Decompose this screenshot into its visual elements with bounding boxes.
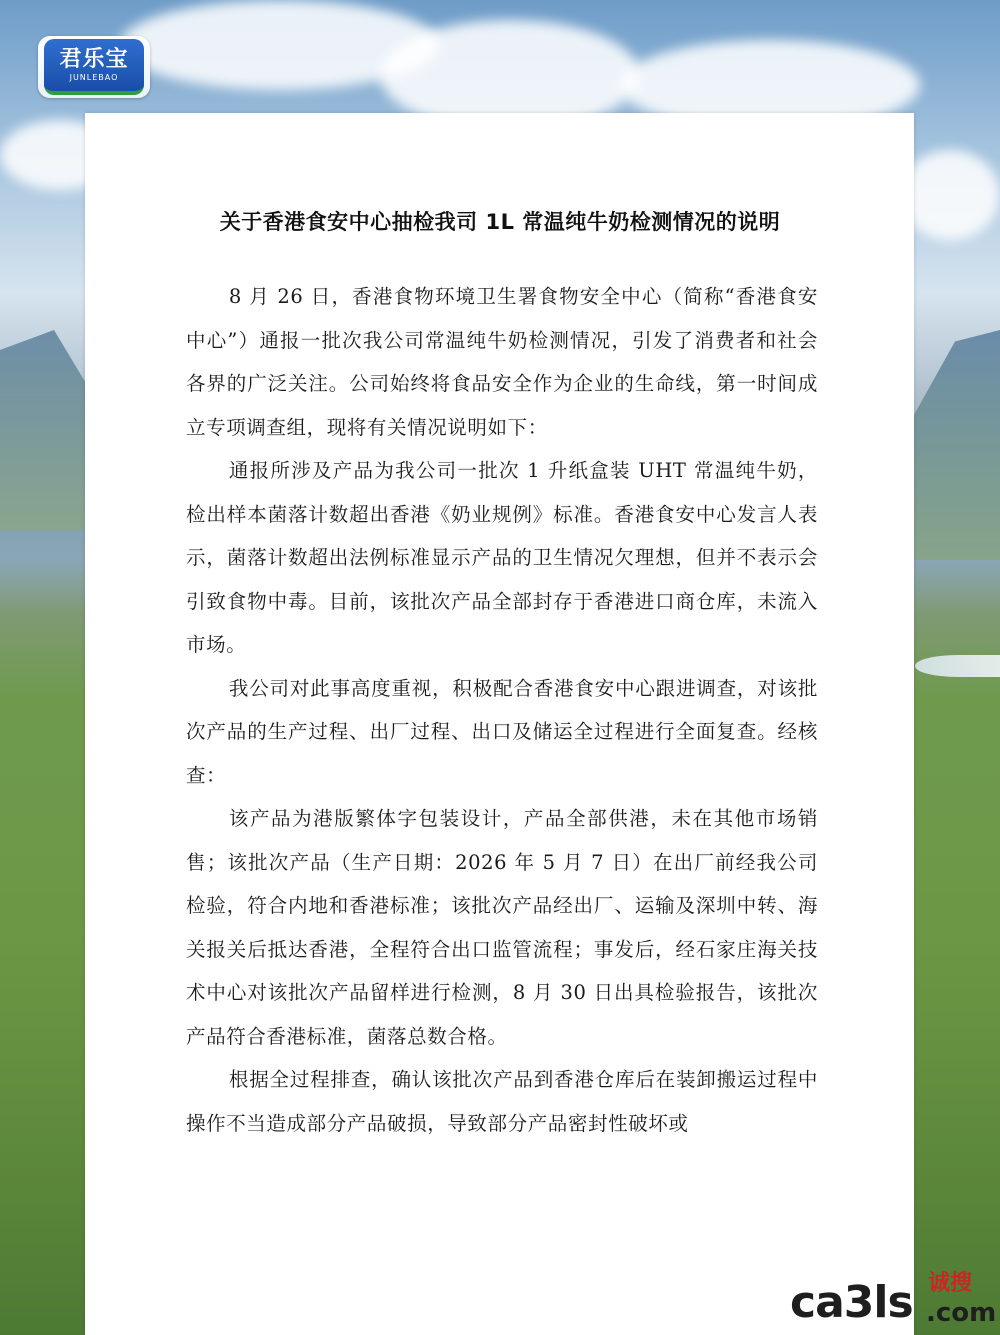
junlebao-logo — [38, 36, 150, 98]
document-title: 关于香港食安中心抽检我司 1L 常温纯牛奶检测情况的说明 — [219, 210, 781, 234]
paragraph: 该产品为港版繁体字包装设计，产品全部供港，未在其他市场销售；该批次产品（生产日期：2026 年 5 月 7 日）在出厂前经我公司检验，符合内地和香港标准；该批次产品经出厂、运输及深圳中转、海关报关后抵达香港，全程符合出口监管流程；事发后，经石家庄海关技术中心对该批次产品留样进行检测，8 月 30 日出具检验报告，该批次产品符合香港标准，菌落总数合格。 — [186, 807, 818, 1048]
logo-badge — [44, 39, 144, 95]
paragraph: 我公司对此事高度重视，积极配合香港食安中心跟进调查，对该批次产品的生产过程、出厂过程、出口及储运全过程进行全面复查。经核查： — [186, 676, 818, 787]
document-body — [186, 275, 818, 1145]
logo-chinese-name: 君乐宝 — [59, 47, 129, 72]
watermark-domain-suffix: .com — [926, 1298, 997, 1328]
paragraph: 根据全过程排查，确认该批次产品到香港仓库后在装卸搬运过程中操作不当造成部分产品破损，导致部分产品密封性破坏或 — [186, 1068, 818, 1135]
watermark-chinese-text: 诚搜 — [928, 1271, 973, 1296]
site-watermark — [790, 1272, 1000, 1332]
logo-english-name: JUNLEBAO — [69, 73, 119, 82]
paragraph: 通报所涉及产品为我公司一批次 1 升纸盒装 UHT 常温纯牛奶，检出样本菌落计数超出香港《奶业规例》标准。香港食安中心发言人表示，菌落计数超出法例标准显示产品的卫生情况欠理想，但并不表示会引致食物中毒。目前，该批次产品全部封存于香港进口商仓库，未流入市场。 — [186, 459, 818, 656]
paragraph: 8 月 26 日，香港食物环境卫生署食物安全中心（简称“香港食安中心”）通报一批次我公司常温纯牛奶检测情况，引发了消费者和社会各界的广泛关注。公司始终将食品安全作为企业的生命线，第一时间成立专项调查组，现将有关情况说明如下： — [186, 285, 818, 439]
river — [915, 655, 1000, 677]
watermark-main-text: ca3ls — [790, 1277, 913, 1328]
